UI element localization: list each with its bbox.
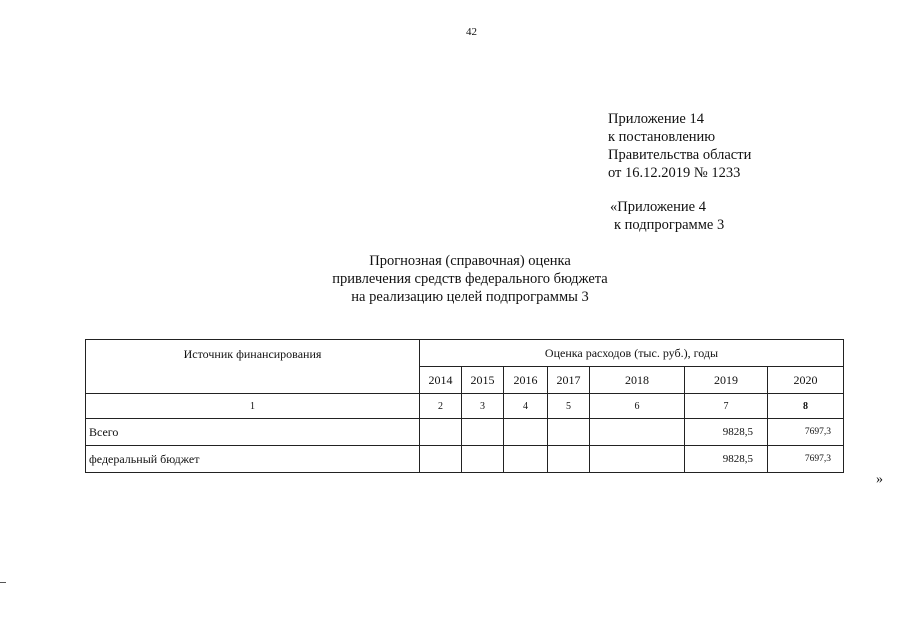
table-row	[86, 446, 844, 473]
row-name: федеральный бюджет	[86, 446, 420, 473]
value-cell	[590, 446, 685, 473]
year-cell: 2014	[420, 367, 462, 394]
page-number: 42	[466, 26, 477, 38]
appendix-header	[608, 110, 751, 182]
closing-quote: »	[876, 472, 883, 487]
row-name: Всего	[86, 419, 420, 446]
appendix-line: Приложение 14	[608, 111, 704, 127]
year-cell: 2019	[685, 367, 768, 394]
value-cell	[420, 446, 462, 473]
column-number: 8	[768, 394, 844, 419]
title-line: на реализацию целей подпрограммы 3	[351, 289, 589, 305]
column-number: 7	[685, 394, 768, 419]
column-numbers-row	[86, 394, 844, 419]
value-cell	[462, 446, 504, 473]
funding-table	[85, 339, 844, 473]
value-cell: 9828,5	[685, 446, 768, 473]
document-title	[280, 252, 660, 306]
value-cell	[548, 419, 590, 446]
value-cell	[462, 419, 504, 446]
sub-appendix-line: к подпрограмме 3	[614, 217, 725, 233]
sub-appendix-header	[610, 198, 724, 234]
table-header-row	[86, 340, 844, 367]
value-cell	[548, 446, 590, 473]
value-cell: 7697,3	[768, 446, 844, 473]
column-number: 3	[462, 394, 504, 419]
sub-appendix-line: «Приложение 4	[610, 199, 706, 215]
appendix-line: от 16.12.2019 № 1233	[608, 165, 741, 181]
title-line: Прогнозная (справочная) оценка	[369, 253, 571, 269]
value-cell: 7697,3	[768, 419, 844, 446]
value-cell	[504, 419, 548, 446]
appendix-line: Правительства области	[608, 147, 752, 163]
value-cell	[504, 446, 548, 473]
value-cell	[420, 419, 462, 446]
column-number: 1	[86, 394, 420, 419]
appendix-line: к постановлению	[608, 129, 716, 145]
year-cell: 2015	[462, 367, 504, 394]
cost-header: Оценка расходов (тыс. руб.), годы	[420, 340, 844, 367]
column-number: 5	[548, 394, 590, 419]
margin-mark	[0, 582, 6, 583]
value-cell: 9828,5	[685, 419, 768, 446]
table-row	[86, 419, 844, 446]
year-cell: 2017	[548, 367, 590, 394]
column-number: 2	[420, 394, 462, 419]
source-header: Источник финансирования	[86, 340, 420, 394]
column-number: 6	[590, 394, 685, 419]
column-number: 4	[504, 394, 548, 419]
value-cell	[590, 419, 685, 446]
year-cell: 2016	[504, 367, 548, 394]
year-cell: 2020	[768, 367, 844, 394]
year-cell: 2018	[590, 367, 685, 394]
title-line: привлечения средств федерального бюджета	[332, 271, 608, 287]
